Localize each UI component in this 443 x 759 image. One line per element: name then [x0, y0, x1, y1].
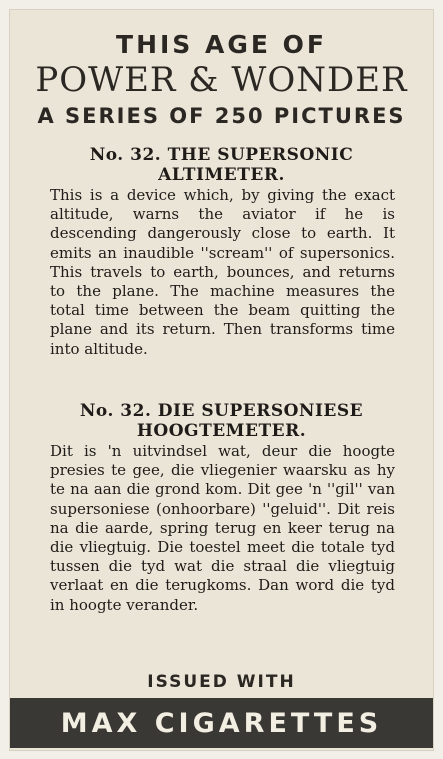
afrikaans-title-line-2: HOOGTEMETER. [136, 421, 307, 441]
afrikaans-description: Dit is 'n uitvindsel wat, deur die hoogte presies te gee, die vliegenier waarsku as hy te na aan die grond kom. Dit gee 'n ''gil'' van supersoniese (onhoorbare) ''geluid''. Dit reis na die aarde, spring terug en keer terug na die vliegtuig. Die toestel meet die totale tyd tussen die tyd wat die straal die vliegtuig verlaat en die terugkoms. Dan word die tyd in hoogte verander. [50, 442, 395, 614]
english-title [10, 145, 433, 185]
afrikaans-title-line-1: No. 32. DIE SUPERSONIESE [79, 401, 364, 421]
issued-with-label: ISSUED WITH [147, 672, 296, 692]
english-title-line-2: ALTIMETER. [158, 165, 285, 185]
english-description: This is a device which, by giving the exact altitude, warns the aviator if he is descending dangerously close to earth. It emits an inaudible ''scream'' of supersonics. This travels to earth, bounces, and returns to the plane. The machine measures the total time between the beam quitting the plane and its return. Then transforms time into altitude. [50, 186, 395, 358]
series-subtitle: A SERIES OF 250 PICTURES [37, 104, 406, 128]
cigarette-card [9, 9, 434, 751]
afrikaans-title [10, 401, 433, 441]
english-title-line-1: No. 32. THE SUPERSONIC [89, 145, 354, 165]
series-header-line-1: THIS AGE OF [116, 30, 327, 59]
brand-name: MAX CIGARETTES [60, 707, 383, 739]
brand-banner [10, 698, 433, 748]
series-title: POWER & WONDER [35, 60, 408, 100]
